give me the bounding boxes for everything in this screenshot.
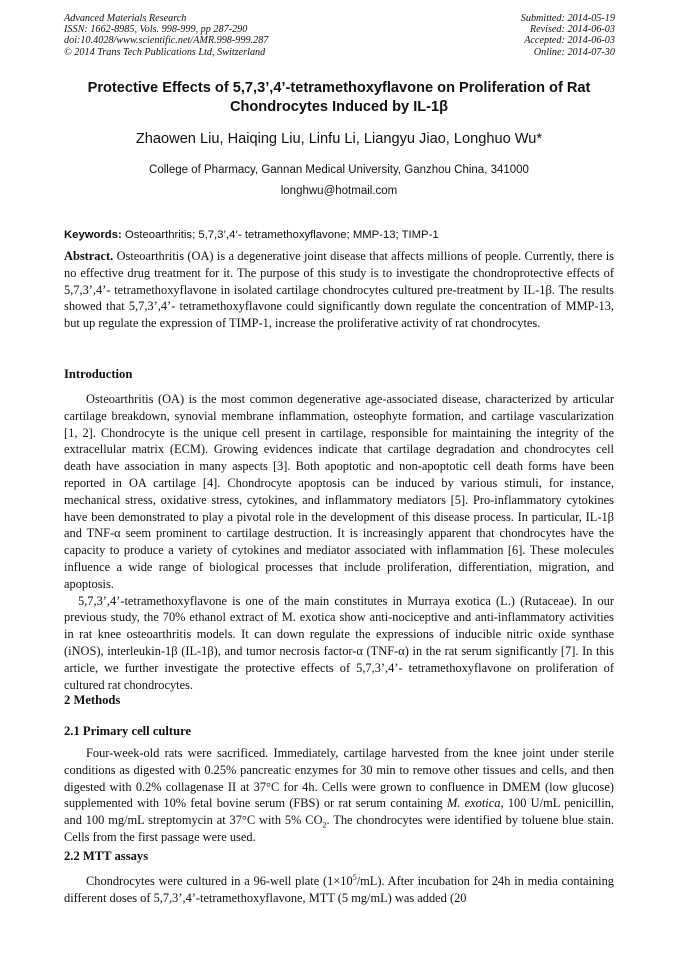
date-accepted: Accepted: 2014-06-03 bbox=[524, 35, 615, 47]
contact-email[interactable]: longhwu@hotmail.com bbox=[280, 185, 398, 197]
keywords-label: Keywords: bbox=[64, 229, 122, 241]
species-name: M. exotica bbox=[446, 796, 501, 811]
journal-doi[interactable]: doi:10.4028/www.scientific.net/AMR.998-999.287 bbox=[64, 35, 269, 47]
introduction-paragraph-2: 5,7,3’,4’-tetramethoxyflavone is one of the main constitutes in Murraya exotica (L.) (Rutaceae). In our previous study, the 70% ethanol extract of M. exotica show anti-nociceptive and anti-inflammatory activities in rat knee osteoarthritis models. It can down regulate the expressions of inducible nitric oxide synthase (iNOS), interleukin-1β (IL-1β), and tumor necrosis factor-α (TNF-α) in the rat serum significantly [7]. In this article, we further investigate the protective effects of 5,7,3’,4’- tetramethoxyflavone on proliferation of cultured rat chondrocytes. bbox=[64, 593, 614, 692]
section-heading-introduction: Introduction bbox=[64, 367, 133, 381]
primary-cell-culture-text-b: , 100 U/mL penicillin, and 100 mg/mL streptomycin at 37°C with 5% CO bbox=[64, 796, 614, 828]
keywords-text: Osteoarthritis; 5,7,3’,4’- tetramethoxyflavone; MMP-13; TIMP-1 bbox=[121, 229, 439, 241]
abstract-text: Osteoarthritis (OA) is a degenerative joint disease that affects millions of people. Currently, there is no effective drug treatment for it. The purpose of this study is to investigate the chondroprotective effects of 5,7,3’,4’- tetramethoxyflavone in isolated cartilage chondrocytes cultured pre-treatment by IL-1β. The results showed that 5,7,3’,4’- tetramethoxyflavone could significantly down regulate the concentration of MMP-13, but up regulate the expression of TIMP-1, increase the proliferative activity of rat chondrocytes. bbox=[64, 249, 614, 331]
primary-cell-culture-text-c: . The chondrocytes were identified by toluene blue stain. Cells from the first passage were used. bbox=[64, 813, 614, 844]
mtt-assays-section bbox=[64, 873, 614, 907]
abstract bbox=[64, 248, 614, 332]
journal-copyright: © 2014 Trans Tech Publications Ltd, Switzerland bbox=[64, 46, 266, 58]
abstract-label: Abstract. bbox=[64, 249, 114, 263]
primary-cell-culture-text-a: Four-week-old rats were sacrificed. Immediately, cartilage harvested from the knee joint under sterile conditions as digested with 0.25% pancreatic enzymes for 30 min to remove other tissues and cells, and then digested with 0.2% collagenase II at 37°C for 4h. Cells were grown to confluence in DMEM (low glucose) supplemented with 10% fetal bovine serum (FBS) or rat serum containing bbox=[64, 746, 614, 811]
paper-title bbox=[40, 79, 638, 117]
date-submitted: Submitted: 2014-05-19 bbox=[520, 13, 615, 24]
co2-subscript: 2 bbox=[322, 820, 327, 830]
mtt-assays-paragraph bbox=[64, 873, 614, 907]
date-revised: Revised: 2014-06-03 bbox=[529, 24, 615, 36]
mtt-text-b: /mL). After incubation for 24h in media containing different doses of 5,7,3’,4’-tetramethoxyflavone, MTT (5 mg/mL) was added (20 bbox=[64, 874, 614, 905]
introduction-section bbox=[64, 391, 614, 693]
author-list: Zhaowen Liu, Haiqing Liu, Linfu Li, Liangyu Jiao, Longhuo Wu* bbox=[135, 131, 543, 147]
exponent-superscript: 5 bbox=[352, 872, 357, 882]
keywords bbox=[64, 229, 616, 241]
journal-issn: ISSN: 1662-8985, Vols. 998-999, pp 287-290 bbox=[64, 24, 248, 36]
paper-title-line-2: Chondrocytes Induced by IL-1β bbox=[229, 99, 449, 115]
journal-name: Advanced Materials Research bbox=[64, 13, 187, 24]
section-heading-methods: 2 Methods bbox=[64, 693, 121, 707]
mtt-text-a: Chondrocytes were cultured in a 96-well plate (1×10 bbox=[86, 874, 353, 888]
paper-title-line-1: Protective Effects of 5,7,3’,4’-tetramethoxyflavone on Proliferation of Rat bbox=[87, 80, 591, 96]
introduction-paragraph-1: Osteoarthritis (OA) is the most common degenerative age-associated disease, characterized by articular cartilage breakdown, synovial membrane inflammation, osteophyte formation, and cartilage vascularization [1, 2]. Chondrocyte is the unique cell present in cartilage, responsible for maintaining the integrity of the extracellular matrix (ECM). Growing evidences indicate that cartilage degradation and chondrocytes cell death have association in many aspects [3]. Both apoptotic and non-apoptotic cell death forms have been reported in OA cartilage [4]. Chondrocyte apoptosis can be induced by various stimuli, for instance, mechanical stress, oxidative stress, cytokines, and inflammatory mediators [5]. Pro-inflammatory cytokines have been demonstrated to play a pivotal role in the development of this disease process. In particular, IL-1β and TNF-α seem prominent to cartilage destruction. It is increasingly apparent that chondrocytes have the capacity to produce a variety of cytokines and mediator associated with inflammation [6]. These molecules influence a wide range of biological processes that include proliferation, differentiation, migration, and apoptosis. bbox=[64, 392, 614, 591]
journal-header-left bbox=[64, 13, 268, 58]
date-online: Online: 2014-07-30 bbox=[533, 46, 615, 58]
journal-header-right bbox=[521, 13, 615, 58]
subsection-heading-mtt-assays: 2.2 MTT assays bbox=[64, 849, 149, 863]
primary-cell-culture-section bbox=[64, 745, 614, 846]
subsection-heading-primary-cell-culture: 2.1 Primary cell culture bbox=[64, 724, 192, 738]
affiliation: College of Pharmacy, Gannan Medical University, Ganzhou China, 341000 bbox=[149, 164, 529, 176]
primary-cell-culture-paragraph bbox=[64, 745, 614, 846]
